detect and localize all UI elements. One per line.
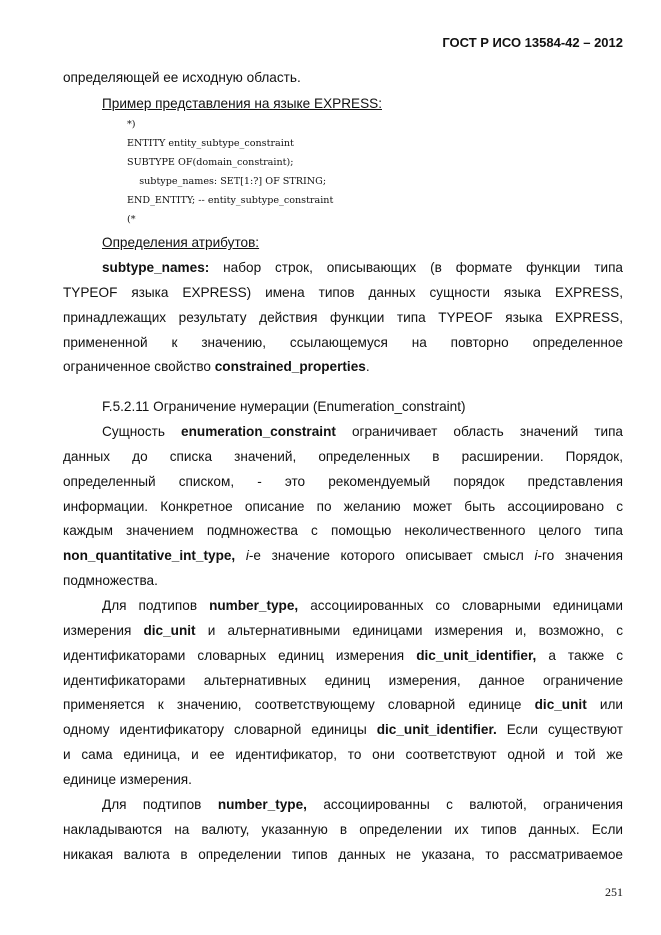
term: non_quantitative_int_type, xyxy=(63,548,236,563)
paragraph-line: подмножества. xyxy=(63,573,158,588)
paragraph-line: subtype_names: набор строк, описывающих (в формате функции типа xyxy=(102,260,623,275)
paragraph-line: никакая валюта в определении типов данных не указана, то рассматриваемое xyxy=(63,847,623,862)
term: dic_unit xyxy=(143,623,196,638)
document-header: ГОСТ Р ИСО 13584-42 – 2012 xyxy=(442,35,623,50)
paragraph-line: единице измерения. xyxy=(63,772,192,787)
page-number: 251 xyxy=(605,885,623,899)
paragraph-line: принадлежащих результату действия функции типа TYPEOF языка EXPRESS, xyxy=(63,310,623,325)
term: constrained_properties xyxy=(214,359,366,374)
code-line: ENTITY entity_subtype_constraint xyxy=(127,138,294,149)
paragraph-line: TYPEOF языка EXPRESS) имена типов данных сущности языка EXPRESS, xyxy=(63,285,623,300)
code-line: subtype_names: SET[1:?] OF STRING; xyxy=(127,176,327,187)
paragraph-line: информации. Конкретное описание по желанию может быть ассоциировано с xyxy=(63,499,623,514)
term: number_type, xyxy=(217,797,307,812)
code-line: SUBTYPE OF(domain_constraint); xyxy=(127,157,294,168)
paragraph-line: определяющей ее исходную область. xyxy=(63,70,301,85)
paragraph-line: данных до списка значений, определенных в расширении. Порядок, xyxy=(63,449,623,464)
paragraph-line: ограниченное свойство constrained_properties. xyxy=(63,359,370,374)
paragraph-line: идентификаторами альтернативных единиц измерения, данное ограничение xyxy=(63,673,623,688)
term: dic_unit_identifier, xyxy=(416,648,537,663)
paragraph-line: Для подтипов number_type, ассоциированны с валютой, ограничения xyxy=(102,797,623,812)
term: number_type, xyxy=(209,598,299,613)
paragraph-line: измерения dic_unit и альтернативными единицами измерения и, возможно, с xyxy=(63,623,623,638)
term: enumeration_constraint xyxy=(181,424,336,439)
paragraph-line: каждым значением подмножества с помощью неколичественного целого типа xyxy=(63,523,623,538)
paragraph-line: примененной к значению, ссылающемуся на повторно определенное xyxy=(63,335,623,350)
code-line: (* xyxy=(127,214,136,225)
code-line: *) xyxy=(127,119,136,130)
paragraph-line: определенный списком, - это рекомендуемый порядок представления xyxy=(63,474,623,489)
term: subtype_names: xyxy=(102,260,210,275)
example-heading: Пример представления на языке EXPRESS: xyxy=(102,96,382,111)
paragraph-line: Для подтипов number_type, ассоциированных со словарными единицами xyxy=(102,598,623,613)
attributes-heading: Определения атрибутов: xyxy=(102,235,260,250)
paragraph-line: и сама единица, и ее идентификатор, то они соответствуют одной и той же xyxy=(63,747,623,762)
paragraph-line: идентификаторами словарных единиц измерения dic_unit_identifier, а также с xyxy=(63,648,623,663)
paragraph-line: накладываются на валюту, указанную в определении их типов данных. Если xyxy=(63,822,623,837)
term: dic_unit_identifier. xyxy=(376,722,497,737)
term: dic_unit xyxy=(534,697,587,712)
paragraph-line: Сущность enumeration_constraint ограничивает область значений типа xyxy=(102,424,623,439)
paragraph-line: применяется к значению, соответствующему словарной единице dic_unit или xyxy=(63,697,623,712)
paragraph-line: non_quantitative_int_type, i-е значение которого описывает смысл i-го значения xyxy=(63,548,623,563)
section-title: F.5.2.11 Ограничение нумерации (Enumeration_constraint) xyxy=(102,399,466,414)
paragraph-line: одному идентификатору словарной единицы dic_unit_identifier. Если существуют xyxy=(63,722,624,737)
code-line: END_ENTITY; -- entity_subtype_constraint xyxy=(127,195,334,206)
